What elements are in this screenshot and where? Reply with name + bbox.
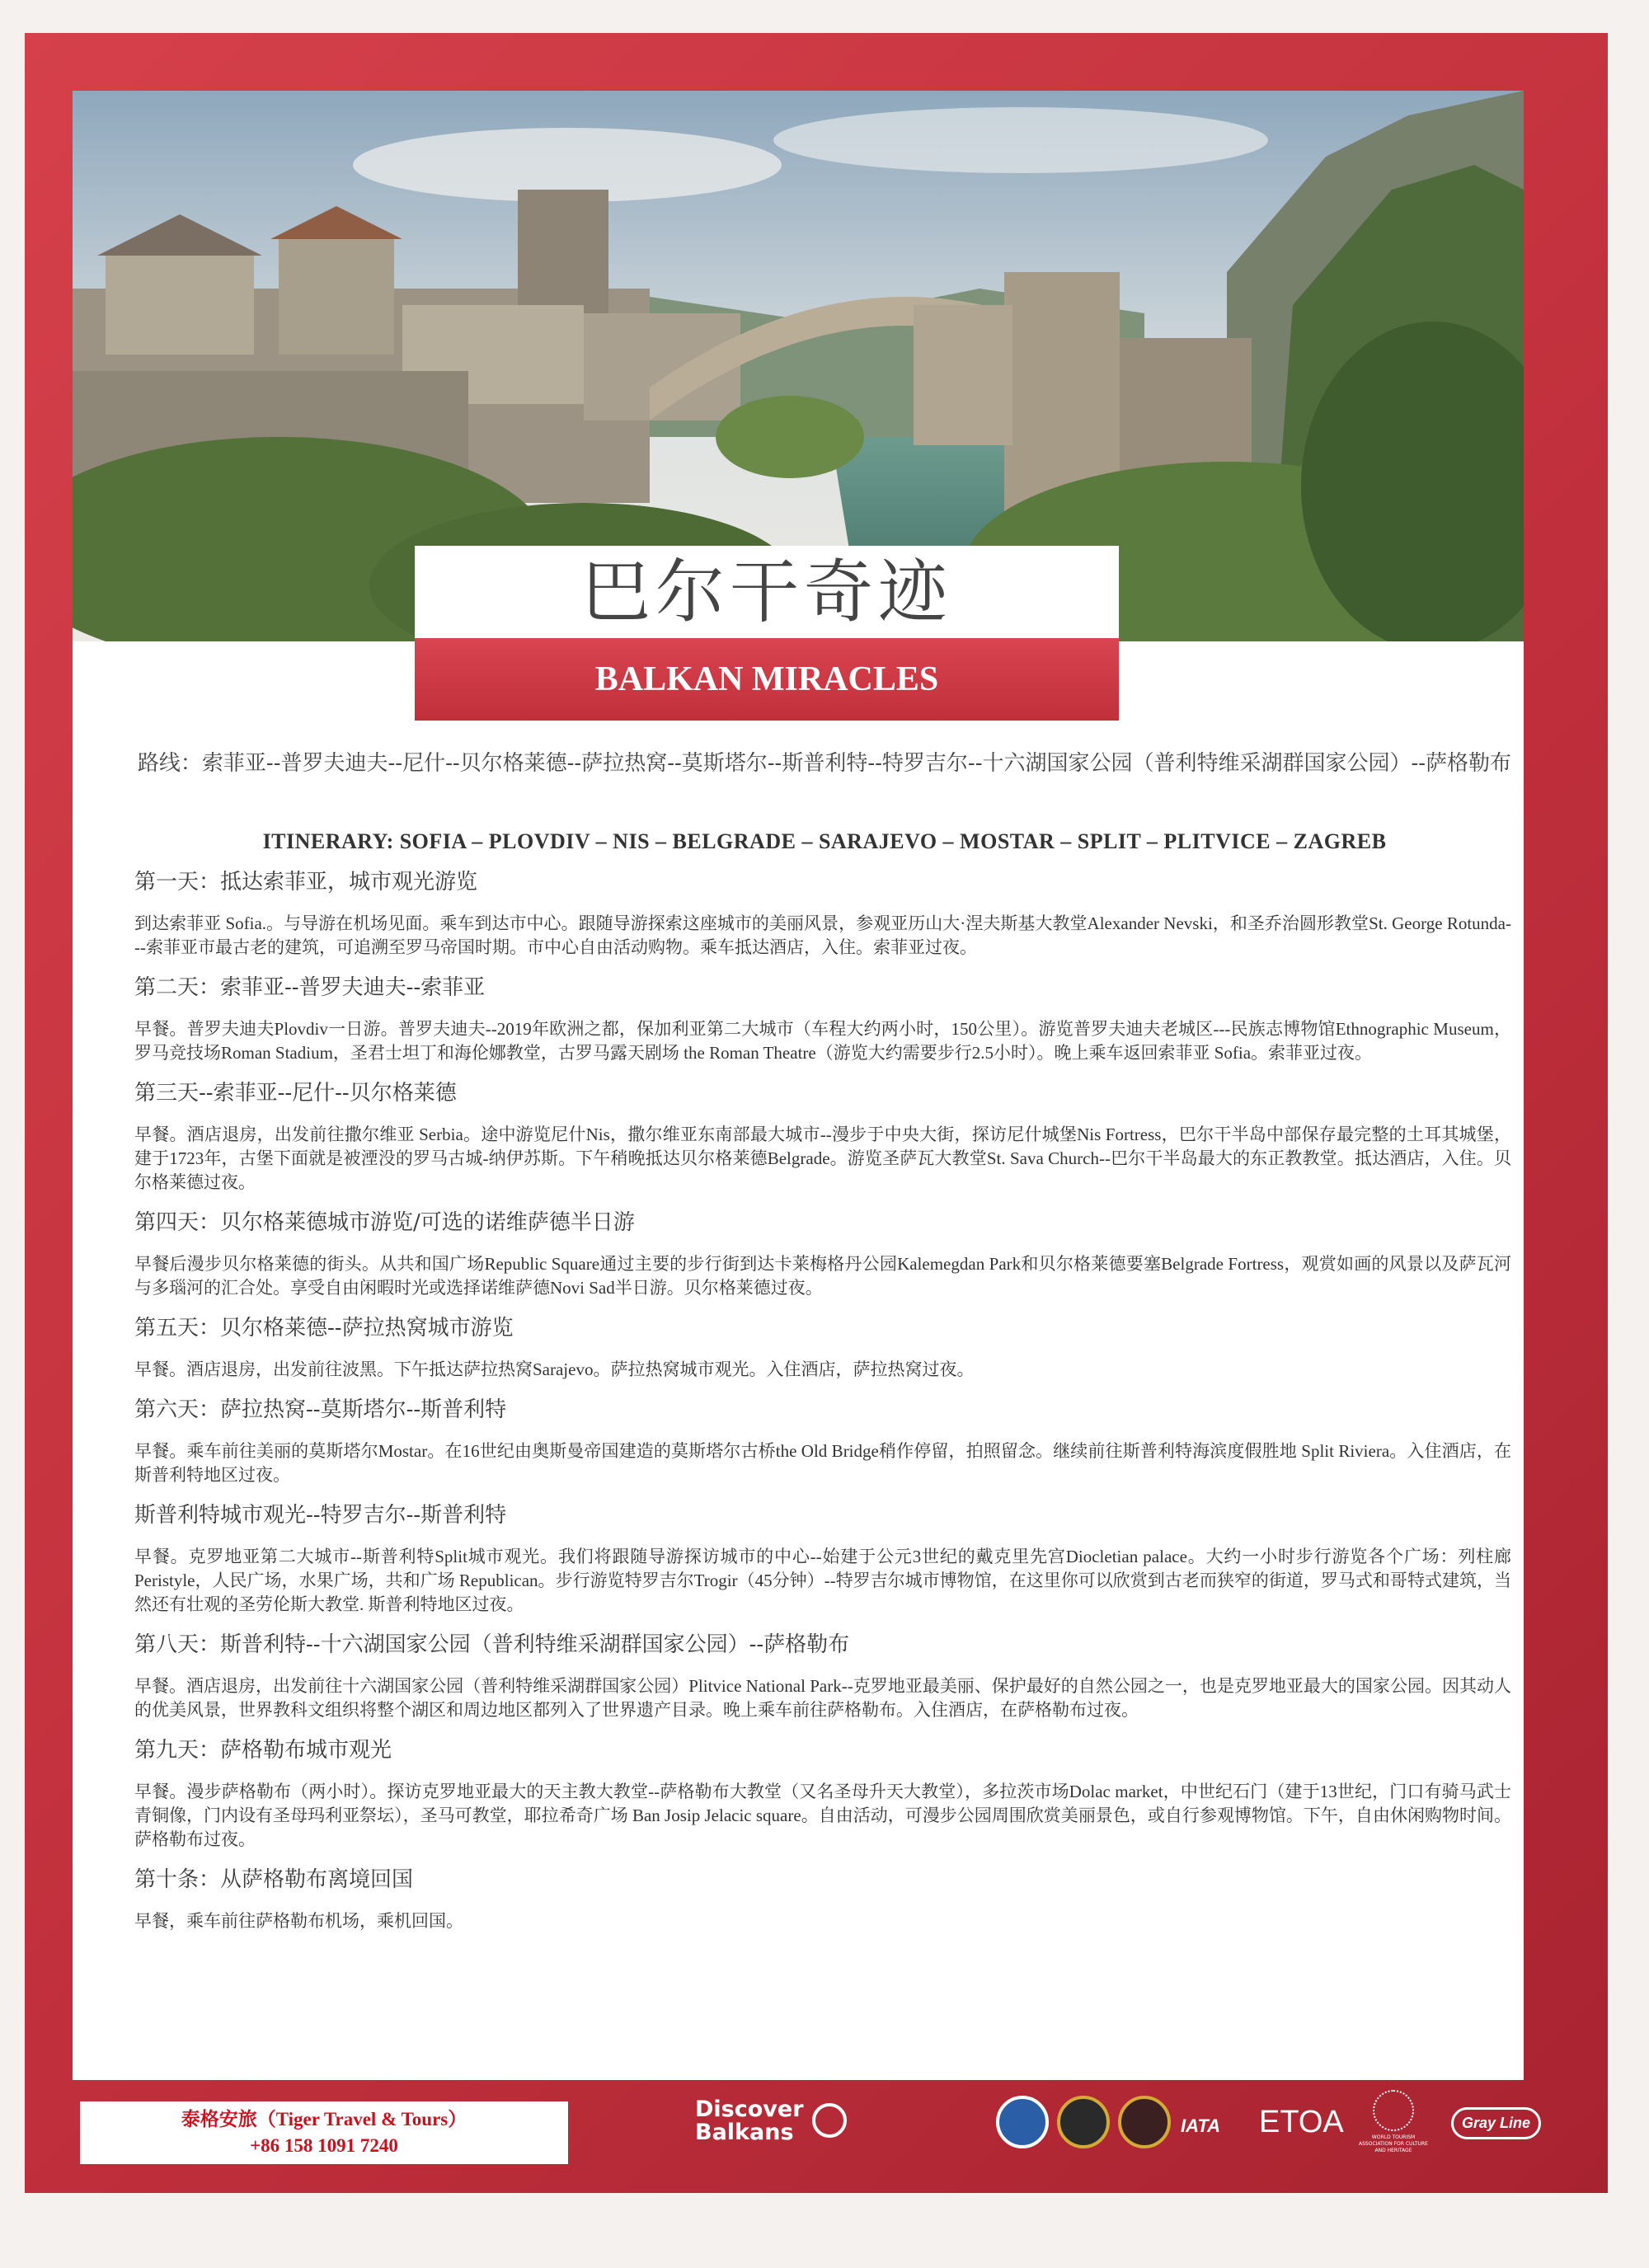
day-description: 早餐。酒店退房，出发前往波黑。下午抵达萨拉热窝Sarajevo。萨拉热窝城市观光。入住酒店，萨拉热窝过夜。 [134,1359,975,1379]
day-title: 第四天：贝尔格莱德城市游览/可选的诺维萨德半日游 [134,1210,635,1235]
travelife-badge-icon [996,2096,1049,2148]
day-item [134,1312,1511,1382]
day-title: 第八天：斯普利特--十六湖国家公园（普利特维采湖群国家公园）--萨格勒布 [134,1632,850,1657]
day-item [134,1499,1511,1617]
gold-seal-badge-icon [1057,2096,1110,2148]
discover-ring-icon [812,2103,847,2138]
day-description: 早餐后漫步贝尔格莱德的街头。从共和国广场Republic Square通过主要的步行街到达卡莱梅格丹公园Kalemegdan Park和贝尔格莱德要塞Belgrade Fortress，观赏如画的风景以及萨瓦河与多瑙河的汇合处。享受自由闲暇时光或选择诺维萨德Novi Sad半日游。贝尔格莱德过夜。 [134,1254,1511,1298]
day-description: 早餐。酒店退房，出发前往十六湖国家公园（普利特维采湖群国家公园）Plitvice National Park--克罗地亚最美丽、保护最好的自然公园之一，也是克罗地亚最大的国家公园。因其动人的优美风景，世界教科文组织将整个湖区和周边地区都列入了世界遗产目录。晚上乘车前往萨格勒布。入住酒店，在萨格勒布过夜。 [134,1676,1511,1720]
day-title: 第九天：萨格勒布城市观光 [134,1738,392,1763]
heart-seal-badge-icon [1118,2096,1171,2148]
title-band [415,638,1119,721]
heritage-seal-icon [1373,2090,1414,2131]
agency-name: 泰格安旅（Tiger Travel & Tours） [181,2109,467,2129]
day-title: 第十条：从萨格勒布离境回国 [134,1867,414,1892]
discover-balkans-logo [695,2098,804,2144]
day-item [134,1206,1511,1300]
day-description: 早餐。克罗地亚第二大城市--斯普利特Split城市观光。我们将跟随导游探访城市的中心--始建于公元3世纪的戴克里先宫Diocletian palace。大约一小时步行游览各个广场：列柱廊 Peristyle，人民广场，水果广场，共和广场 Republican。步行游览特罗吉尔Trogir（45分钟）--特罗吉尔城市博物馆，在这里你可以欣赏到古老而狭窄的街道，罗马式和哥特式建筑，当然还有壮观的圣劳伦斯大教堂. 斯普利特地区过夜。 [134,1547,1511,1614]
agency-phone: +86 158 1091 7240 [250,2135,398,2156]
heritage-logo-icon [1359,2090,1428,2154]
day-item [134,1393,1511,1487]
page-title-english: BALKAN MIRACLES [594,660,939,698]
itinerary-text: ITINERARY: SOFIA – PLOVDIV – NIS – BELGRADE – SARAJEVO – MOSTAR – SPLIT – PLITVICE – ZAGREB [262,829,1387,853]
day-item [134,971,1511,1065]
day-item [134,1863,1511,1933]
route-text: 路线：索菲亚--普罗夫迪夫--尼什--贝尔格莱德--萨拉热窝--莫斯塔尔--斯普利特--特罗吉尔--十六湖国家公园（普利特维采湖群国家公园）--萨格勒布 [137,751,1512,776]
title-box [415,546,1119,638]
day-title: 第二天：索菲亚--普罗夫迪夫--索菲亚 [134,975,486,1000]
day-description: 早餐。酒店退房，出发前往撒尔维亚 Serbia。途中游览尼什Nis，撒尔维亚东南部最大城市--漫步于中央大街，探访尼什城堡Nis Fortress，巴尔干半岛中部保存最完整的土耳其城堡，建于1723年，古堡下面就是被湮没的罗马古城-纳伊苏斯。下午稍晚抵达贝尔格莱德Belgrade。游览圣萨瓦大教堂St. Sava Church--巴尔干半岛最大的东正教教堂。抵达酒店，入住。贝尔格莱德过夜。 [134,1125,1511,1192]
day-description: 早餐。乘车前往美丽的莫斯塔尔Mostar。在16世纪由奥斯曼帝国建造的莫斯塔尔古桥the Old Bridge稍作停留，拍照留念。继续前往斯普利特海滨度假胜地 Split Riviera。入住酒店，在斯普利特地区过夜。 [134,1441,1511,1485]
grayline-logo-icon: Gray Line [1451,2107,1541,2139]
days-list [134,866,1511,1945]
day-title: 第五天：贝尔格莱德--萨拉热窝城市游览 [134,1316,514,1341]
day-title: 第一天：抵达索菲亚，城市观光游览 [134,870,478,895]
page-title-chinese: 巴尔干奇迹 [580,552,952,632]
day-description: 早餐，乘车前往萨格勒布机场，乘机回国。 [134,1911,463,1931]
day-item [134,866,1511,960]
day-description: 早餐。漫步萨格勒布（两小时）。探访克罗地亚最大的天主教大教堂--萨格勒布大教堂（又名圣母升天大教堂），多拉茨市场Dolac market，中世纪石门（建于13世纪，门口有骑马武士青铜像，门内设有圣母玛利亚祭坛），圣马可教堂，耶拉希奇广场 Ban Josip Jelacic square。自由活动，可漫步公园周围欣赏美丽景色，或自行参观博物馆。下午，自由休闲购物时间。萨格勒布过夜。 [134,1782,1511,1849]
day-item [134,1734,1511,1852]
day-item [134,1077,1511,1195]
day-title: 斯普利特城市观光--特罗吉尔--斯普利特 [134,1503,507,1528]
agency-contact-box [80,2101,568,2164]
day-item [134,1628,1511,1722]
discover-text: Discover [695,2097,804,2122]
heritage-text: WORLD TOURISM ASSOCIATION FOR CULTURE AND HERITAGE [1359,2134,1428,2153]
etoa-logo-icon: ETOA [1259,2105,1344,2139]
day-title: 第三天--索菲亚--尼什--贝尔格莱德 [134,1081,457,1106]
balkans-text: Balkans [695,2120,794,2145]
day-description: 早餐。普罗夫迪夫Plovdiv一日游。普罗夫迪夫--2019年欧洲之都，保加利亚第二大城市（车程大约两小时，150公里）。游览普罗夫迪夫老城区---民族志博物馆Ethnographic Museum，罗马竞技场Roman Stadium，圣君士坦丁和海伦娜教堂，古罗马露天剧场 the Roman Theatre（游览大约需要步行2.5小时）。晚上乘车返回索菲亚 Sofia。索菲亚过夜。 [134,1019,1511,1063]
day-description: 到达索菲亚 Sofia.。与导游在机场见面。乘车到达市中心。跟随导游探索这座城市的美丽风景，参观亚历山大·涅夫斯基大教堂Alexander Nevski，和圣乔治圆形教堂St. George Rotunda---索菲亚市最古老的建筑，可追溯至罗马帝国时期。市中心自由活动购物。乘车抵达酒店，入住。索菲亚过夜。 [134,913,1511,957]
iata-logo-icon: IATA [1181,2115,1221,2136]
day-title: 第六天：萨拉热窝--莫斯塔尔--斯普利特 [134,1397,507,1422]
